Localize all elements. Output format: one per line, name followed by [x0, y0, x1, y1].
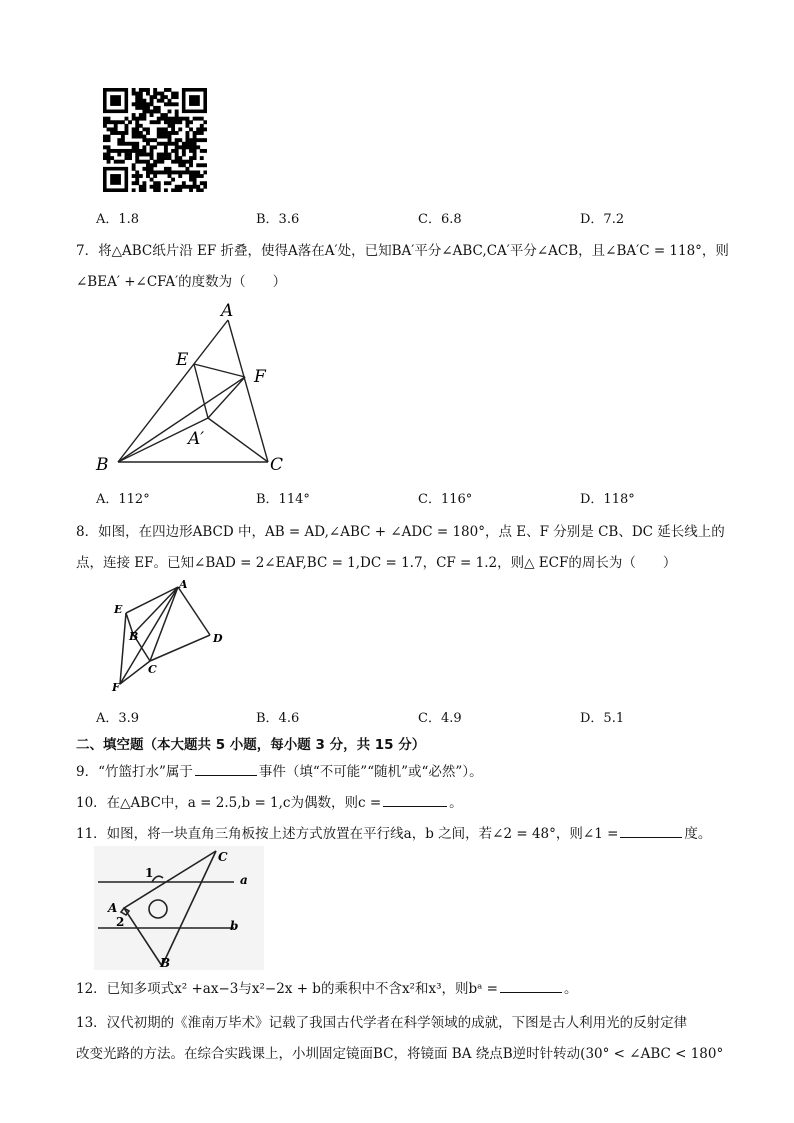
q7-label-f: F: [254, 367, 266, 387]
q11-label-B: B: [160, 956, 171, 970]
q7-option-b: B．114°: [256, 492, 310, 507]
q11-label-c: C: [218, 850, 228, 864]
q7-label-c: C: [270, 455, 284, 475]
q8-option-c: C．4.9: [418, 711, 462, 726]
q8-label-c: C: [148, 663, 157, 676]
q11-before: 11．如图，将一块直角三角板按上述方式放置在平行线a，b 之间，若∠2 = 48°，则∠1 =: [76, 826, 619, 842]
q7-option-a: A．112°: [96, 492, 150, 507]
q9-after: 事件（填“不可能”“随机”或“必然”）。: [258, 764, 483, 780]
q8-figure: [102, 580, 232, 695]
q8-option-b: B．4.6: [256, 711, 300, 726]
q10-answer-blank[interactable]: [383, 792, 447, 807]
q11-after: 度。: [684, 826, 712, 842]
q7-stem-line1: 7．将△ABC纸片沿 EF 折叠，使得A落在A′处，已知BA′平分∠ABC,CA′平分∠ACB，且∠BA′C = 118°，则: [76, 243, 729, 259]
q11-label-2: 2: [116, 915, 125, 929]
q7-label-e: E: [176, 350, 189, 370]
q11-label-b: b: [230, 919, 239, 933]
q9-line: [76, 760, 483, 780]
q7-stem-line2: ∠BEA′ +∠CFA′的度数为（ ）: [76, 274, 287, 290]
section-heading: 二、填空题（本大题共 5 小题，每小题 3 分，共 15 分）: [76, 737, 426, 753]
q8-label-f: F: [112, 681, 120, 694]
q8-label-d: D: [213, 632, 223, 645]
q7-option-d: D．118°: [580, 492, 635, 507]
q11-line: [76, 822, 711, 842]
q6-option-a: A．1.8: [96, 212, 140, 227]
q6-option-c: C．6.8: [418, 212, 462, 227]
q6-option-d: D．7.2: [580, 212, 625, 227]
q8-option-d: D．5.1: [580, 711, 625, 726]
q8-stem-line1: 8．如图，在四边形ABCD 中，AB = AD,∠ABC + ∠ADC = 180°，点 E、F 分别是 CB、DC 延长线上的: [76, 524, 725, 540]
q10-line: [76, 791, 463, 811]
q11-answer-blank[interactable]: [620, 823, 682, 838]
q12-after: 。: [563, 981, 578, 997]
q13-stem-line1: 13．汉代初期的《淮南万毕术》记载了我国古代学者在科学领域的成就，下图是古人利用光的反射定律: [76, 1015, 688, 1031]
q7-label-aprime: A′: [188, 429, 205, 449]
q10-before: 10．在△ABC中，a = 2.5,b = 1,c为偶数，则c =: [76, 795, 382, 811]
q9-answer-blank[interactable]: [195, 761, 257, 776]
q8-stem-line2: 点，连接 EF。已知∠BAD = 2∠EAF,BC = 1,DC = 1.7，CF = 1.2，则△ ECF的周长为（ ）: [76, 555, 677, 571]
q11-label-1: 1: [145, 866, 154, 880]
q8-label-e: E: [114, 603, 123, 616]
q6-option-b: B．3.6: [256, 212, 300, 227]
q12-answer-blank[interactable]: [500, 978, 562, 993]
q7-figure: [88, 298, 298, 476]
q11-figure: [94, 846, 264, 970]
q8-label-a: A: [179, 580, 188, 591]
q8-label-b: B: [129, 630, 139, 643]
q12-before: 12．已知多项式x² +ax−3与x²−2x + b的乘积中不含x²和x³，则bᵃ =: [76, 981, 498, 997]
q7-label-a: A: [221, 301, 234, 321]
q7-label-b: B: [96, 455, 109, 475]
q8-option-a: A．3.9: [96, 711, 140, 726]
q11-label-a: a: [240, 873, 248, 887]
q9-before: 9．“竹篮打水”属于: [76, 764, 193, 780]
q7-option-c: C．116°: [418, 492, 473, 507]
q10-after: 。: [449, 795, 463, 811]
q12-line: [76, 977, 577, 997]
q11-label-A: A: [108, 901, 118, 915]
qr-code: [103, 88, 207, 192]
q13-stem-line2: 改变光路的方法。在综合实践课上，小圳固定镜面BC，将镜面 BA 绕点B逆时针转动(30° < ∠ABC < 180°: [76, 1046, 724, 1062]
